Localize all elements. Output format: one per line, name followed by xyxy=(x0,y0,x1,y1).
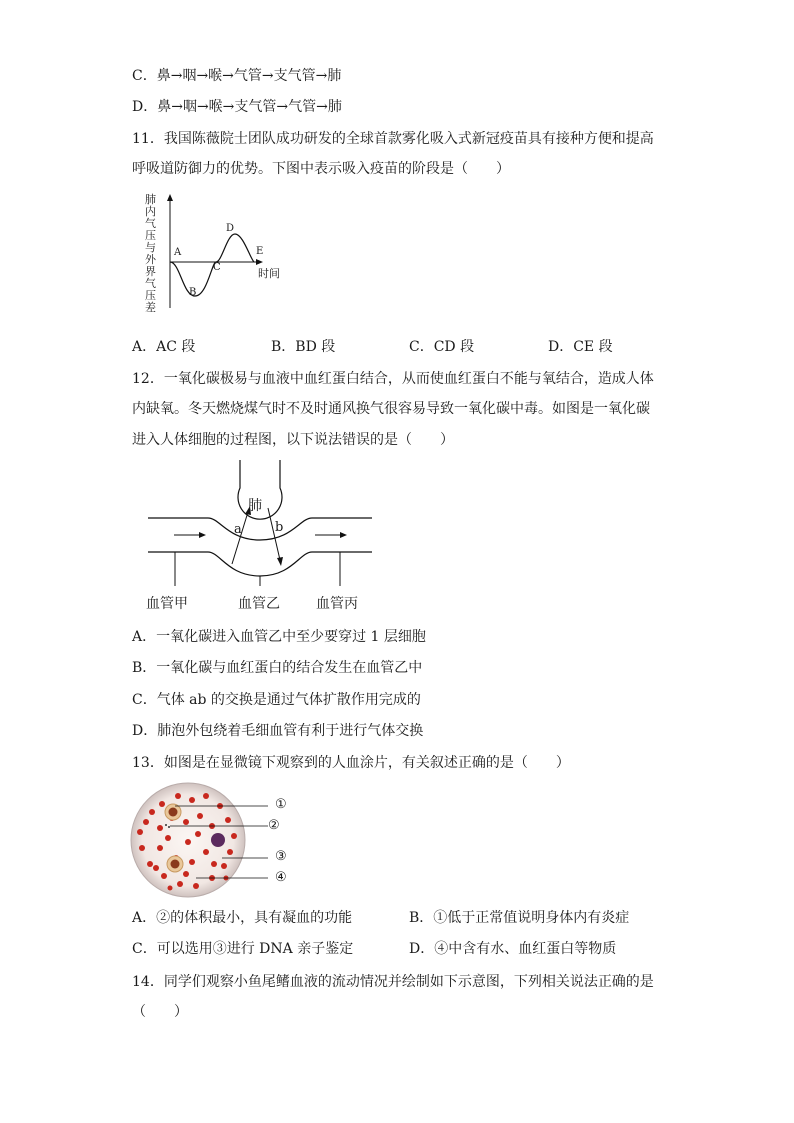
q11-option-d: D．CE 段 xyxy=(548,339,613,355)
graph-point-b: B xyxy=(189,287,197,298)
vessel-1-label: 血管甲 xyxy=(146,596,188,612)
graph-x-label: 时间 xyxy=(258,267,280,280)
graph-point-c: C xyxy=(213,262,221,273)
smear-label-3: ③ xyxy=(275,849,287,864)
q12-gas-exchange-diagram xyxy=(140,460,380,620)
q13-option-a: A．②的体积最小，具有凝血的功能 xyxy=(132,910,353,926)
q13-option-c: C．可以选用③进行 DNA 亲子鉴定 xyxy=(132,941,354,957)
q12-option-b: B．一氧化碳与血红蛋白的结合发生在血管乙中 xyxy=(132,660,423,676)
graph-point-e: E xyxy=(256,246,264,257)
q12-option-a: A．一氧化碳进入血管乙中至少要穿过 1 层细胞 xyxy=(132,629,426,645)
q13-option-b: B．①低于正常值说明身体内有炎症 xyxy=(409,910,630,926)
q11-option-a: A．AC 段 xyxy=(132,339,196,355)
q10-option-d: D．鼻→咽→喉→支气管→气管→肺 xyxy=(132,99,342,115)
lung-label: 肺 xyxy=(248,498,262,514)
q14-stem-line2: （ ） xyxy=(132,1004,188,1020)
smear-label-2: ② xyxy=(268,818,280,833)
q11-stem-line1: 11．我国陈薇院士团队成功研发的全球首款雾化吸入式新冠疫苗具有接种方便和提高 xyxy=(132,131,654,147)
q12-option-d: D．肺泡外包绕着毛细血管有利于进行气体交换 xyxy=(132,723,424,739)
arrow-b-label: b xyxy=(275,520,284,535)
q12-option-c: C．气体 ab 的交换是通过气体扩散作用完成的 xyxy=(132,692,421,708)
smear-label-1: ① xyxy=(275,797,287,812)
graph-point-a: A xyxy=(174,247,182,258)
q10-option-c: C．鼻→咽→喉→气管→支气管→肺 xyxy=(132,68,342,84)
q13-blood-smear xyxy=(130,782,300,900)
q11-option-c: C．CD 段 xyxy=(409,339,475,355)
q12-stem-line1: 12．一氧化碳极易与血液中血红蛋白结合，从而使血红蛋白不能与氧结合，造成人体 xyxy=(132,371,654,387)
q13-option-d: D．④中含有水、血红蛋白等物质 xyxy=(409,941,617,957)
q12-stem-line3: 进入人体细胞的过程图，以下说法错误的是（ ） xyxy=(132,432,454,448)
pressure-curve xyxy=(140,190,300,330)
q12-stem-line2: 内缺氧。冬天燃烧煤气时不及时通风换气很容易导致一氧化碳中毒。如图是一氧化碳 xyxy=(132,401,650,417)
smear-label-4: ④ xyxy=(275,870,287,885)
q11-stem-line2: 呼吸道防御力的优势。下图中表示吸入疫苗的阶段是（ ） xyxy=(132,161,510,177)
graph-point-d: D xyxy=(226,223,235,234)
arrow-a-label: a xyxy=(234,522,242,537)
q14-stem-line1: 14．同学们观察小鱼尾鳍血液的流动情况并绘制如下示意图，下列相关说法正确的是 xyxy=(132,974,654,990)
vessel-2-label: 血管乙 xyxy=(238,596,280,612)
graph-y-label: 肺内气压与外界气压差 xyxy=(145,193,156,314)
q11-option-b: B．BD 段 xyxy=(271,339,336,355)
q13-stem: 13．如图是在显微镜下观察到的人血涂片，有关叙述正确的是（ ） xyxy=(132,755,570,771)
q11-pressure-graph xyxy=(140,190,300,330)
vessel-3-label: 血管丙 xyxy=(316,596,358,612)
